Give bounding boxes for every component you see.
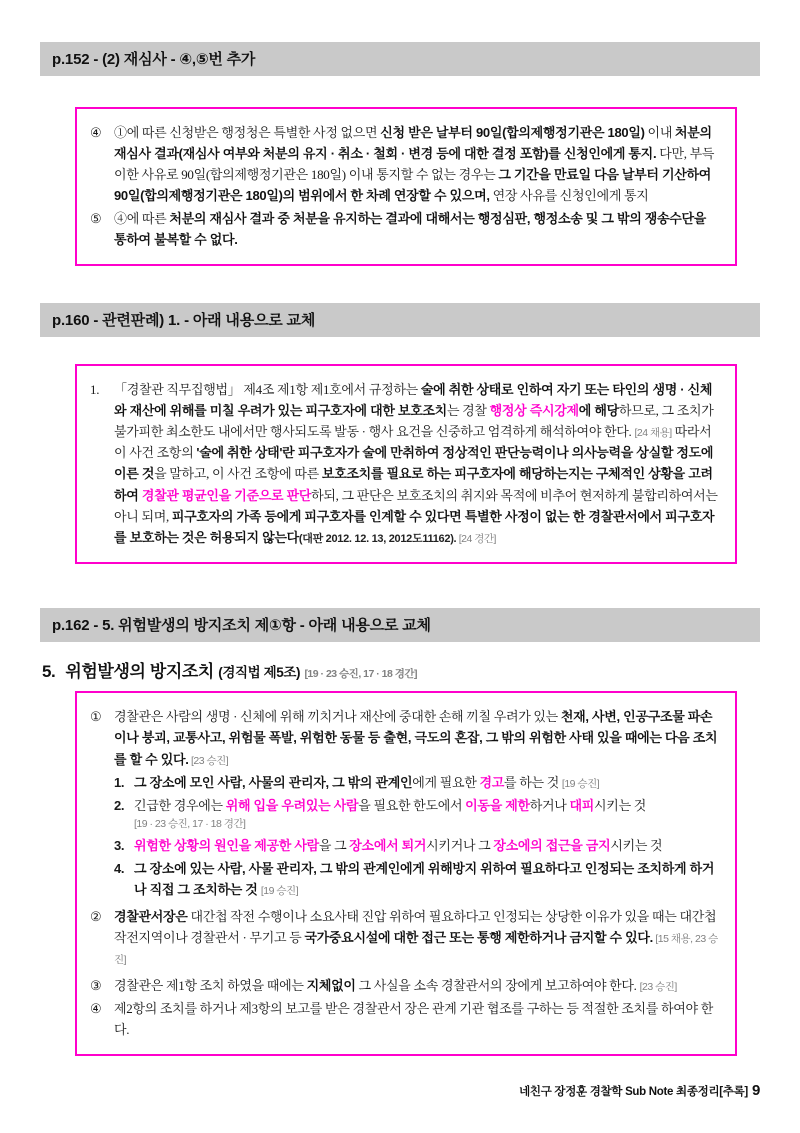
list-item	[90, 975, 720, 996]
list-item	[114, 795, 720, 833]
exam-tag: [24 경간]	[456, 532, 496, 545]
text-run: 술에 취한 상태로 인하여 자기 또는 타인의 생명 · 신체와 재산에 위해를 미칠 우려가 있는 피구호자에 대한 보호조치	[114, 382, 713, 419]
text-run: 신청 받은 날부터 90일(합의제행정기관은 180일)	[380, 125, 645, 140]
text-run: 「경찰관 직무집행법」 제4조 제1항 제1호에서 규정하는	[114, 382, 421, 398]
text-run: 처분의 재심사 결과(재심사 여부와 처분의 유지 · 취소 · 철회 · 변경 등에 대한 결정 포함)를 신청인에게 통지.	[114, 125, 712, 162]
exam-tag: [19 · 23 승진, 17 · 18 경간]	[134, 817, 246, 830]
text-run: 그 장소에 모인 사람, 사물의 관리자, 그 밖의 관계인	[134, 774, 413, 790]
item-marker: ②	[90, 908, 102, 924]
text-run: 그 장소에 있는 사람, 사물 관리자, 그 밖의 관계인에게 위해방지 위하여 필요하다고 인정되는 조치하게 하거나 직접 그 조치하는 것	[134, 860, 715, 897]
list-item	[90, 706, 720, 769]
item-text	[114, 379, 720, 548]
text-run: ①에 따른 신청받은 행정청은 특별한 사정 없으면	[114, 125, 381, 140]
exam-tag: [23 승진]	[639, 980, 677, 993]
content-box-p160	[75, 364, 737, 564]
text-run: 에 해당	[578, 403, 619, 419]
text-run: 지체없이	[306, 977, 356, 993]
text-run: 는 경찰	[446, 403, 490, 419]
item-text	[134, 858, 720, 900]
footer-text-suffix: 최종정리[추록]	[673, 1086, 748, 1098]
item-marker: ④	[90, 125, 102, 140]
text-run: 연장 사유를 신청인에게 통지	[489, 188, 649, 204]
highlight-text: 위험한 상황의 원인을 제공한 사람	[134, 837, 319, 853]
item-marker: ③	[90, 977, 102, 993]
text-run: 하므로, 그 조치가 불가피한 최소한도 내에서만 행사되도록 발동 · 행사 요건을 신중하고 엄격하게 해석하여야 한다.	[114, 403, 714, 440]
section-title-text: 위험발생의 방지조치	[65, 662, 214, 682]
text-run: 그 기간을 만료일 다음 날부터 기산하여 90일(합의제행정기관은 180일)의 범위에서 한 차례 연장할 수 있으며,	[114, 167, 712, 204]
text-run: 경찰관은 사람의 생명 · 신체에 위해 끼치거나 재산에 중대한 손해 끼칠 우려가 있는	[114, 709, 561, 725]
highlight-text: 행정상 즉시강제	[489, 403, 579, 419]
list-item	[90, 379, 720, 548]
list-item	[90, 122, 720, 206]
text-run: 하되, 그 판단은 보호조치의 취지와 목적에 비추어 현저하게 불합리하여서는 아니 되며,	[114, 487, 718, 524]
page-number: 9	[751, 1082, 760, 1099]
item-text	[114, 998, 720, 1040]
content-box-p152	[75, 107, 737, 266]
list-item	[90, 998, 720, 1040]
highlight-text: 위해 입을 우려있는 사람	[225, 797, 359, 813]
exam-tag: [19 승진]	[561, 777, 600, 790]
highlight-text: 장소에서 퇴거	[349, 837, 427, 853]
text-run: 을 그	[318, 837, 350, 853]
text-run: 경찰관서장은	[114, 908, 188, 924]
text-run: 시키거나 그	[426, 837, 494, 853]
text-run: 제2항의 조치를 하거나 제3항의 보고를 받은 경찰관서 장은 관계 기관 협조를 구하는 등 적절한 조치를 하여야 한다.	[114, 1000, 713, 1038]
content-box-p162	[75, 691, 737, 1056]
text-run: 을 필요한 한도에서	[358, 797, 466, 813]
list-item	[114, 858, 720, 900]
text-run: 시키는 것	[610, 837, 663, 853]
case-citation: (대판 2012. 12. 13, 2012도11162).	[298, 532, 457, 545]
item-marker: ④	[90, 1000, 102, 1016]
text-run: 에게 필요한	[412, 774, 480, 790]
section-header-p160: p.160 - 관련판례) 1. - 아래 내용으로 교체	[40, 303, 760, 337]
section-header-p152: p.152 - (2) 재심사 - ④,⑤번 추가	[40, 42, 760, 76]
page-footer	[519, 1082, 760, 1099]
footer-subnote-label: Sub Note	[625, 1086, 674, 1098]
item-text	[114, 906, 720, 969]
highlight-text: 장소에의 접근을 금지	[493, 837, 611, 853]
item-marker: 3.	[114, 837, 125, 853]
item-text	[114, 975, 720, 996]
highlight-text: 경고	[479, 774, 505, 790]
exam-tag: [19 승진]	[260, 884, 299, 897]
highlight-text: 이동을 제한	[465, 797, 530, 813]
list-item	[90, 906, 720, 969]
exam-tag: [24 채용]	[634, 427, 672, 440]
text-run: 보호조치를 필요로 하는 피구호자에 해당하는지는 구체적인 상황을 고려하여	[114, 466, 713, 503]
highlight-text: 경찰관 평균인을 기준으로 판단	[141, 487, 312, 503]
item-text	[134, 795, 720, 833]
text-run: 하거나	[529, 797, 570, 813]
text-run: 천재, 사변, 인공구조물 파손 이나 붕괴, 교통사고, 위험물 폭발, 위험한 동물 등 출현, 극도의 혼잡, 그 밖의 위험한 사태 있을 때에는 다음 조치를 할 수 있다.	[114, 709, 718, 767]
text-run: 긴급한 경우에는	[134, 797, 226, 813]
text-run: 을 말하고, 이 사건 조항에 따른	[154, 466, 322, 482]
text-run: '술에 취한 상태'란 피구호자가 술에 만취하여 정상적인 판단능력이나 의사능력을 상실할 정도에 이른 것	[114, 445, 714, 482]
text-run: 경찰관은 제1항 조치 하였을 때에는	[114, 977, 307, 993]
exam-tag: [23 승진]	[188, 754, 229, 767]
text-run: ④에 따른	[114, 211, 170, 227]
item-text	[114, 208, 720, 250]
law-reference: (경직법 제5조)	[218, 665, 301, 681]
item-text	[134, 772, 720, 793]
text-run: 피구호자의 가족 등에게 피구호자를 인계할 수 있다면 특별한 사정이 없는 한 경찰관서에서 피구호자를 보호하는 것은 허용되지 않는다	[114, 508, 715, 545]
text-run: 다만, 부득이한 사유로 90일(합의제행정기관은 180일) 이내 통지할 수 없는 경우는	[114, 146, 715, 183]
text-run: 대간첩 작전 수행이나 소요사태 진압 위하여 필요하다고 인정되는 상당한 이유가 있을 때는 대간첩 작전지역이나 경찰관서 · 무기고 등	[114, 908, 717, 945]
item-marker: 4.	[114, 860, 125, 876]
item-marker: 1.	[90, 382, 100, 398]
item-text	[114, 706, 720, 769]
section-number: 5.	[42, 662, 56, 682]
text-run: 처분의 재심사 결과 중 처분을 유지하는 결과에 대해서는 행정심판, 행정소송 및 그 밖의 쟁송수단을 통하여 불복할 수 없다.	[114, 211, 707, 248]
exam-tag: [15 채용, 23 승진]	[114, 932, 718, 966]
section-title	[42, 657, 760, 682]
text-run: 를 하는 것	[504, 774, 562, 790]
text-run: 그 사실을 소속 경찰관서의 장에게 보고하여야 한다.	[355, 977, 640, 993]
item-text	[134, 835, 720, 856]
list-item	[114, 835, 720, 856]
exam-tag: [19 · 23 승진, 17 · 18 경간]	[304, 668, 418, 681]
item-marker: 1.	[114, 774, 125, 790]
item-marker: ⑤	[90, 211, 102, 227]
list-item	[114, 772, 720, 793]
text-run: 국가중요시설에 대한 접근 또는 통행 제한하거나 금지할 수 있다.	[304, 929, 653, 945]
item-text	[114, 122, 720, 206]
list-item	[90, 208, 720, 250]
text-run: 따라서 이 사건 조항의	[114, 424, 712, 461]
text-run: 이내	[644, 125, 676, 140]
item-marker: 2.	[114, 797, 125, 813]
footer-text: 네친구 장정훈 경찰학	[519, 1086, 626, 1098]
item-marker: ①	[90, 709, 102, 725]
section-header-p162: p.162 - 5. 위험발생의 방지조치 제①항 - 아래 내용으로 교체	[40, 608, 760, 642]
text-run: 시키는 것	[594, 797, 647, 813]
highlight-text: 대피	[569, 797, 595, 813]
